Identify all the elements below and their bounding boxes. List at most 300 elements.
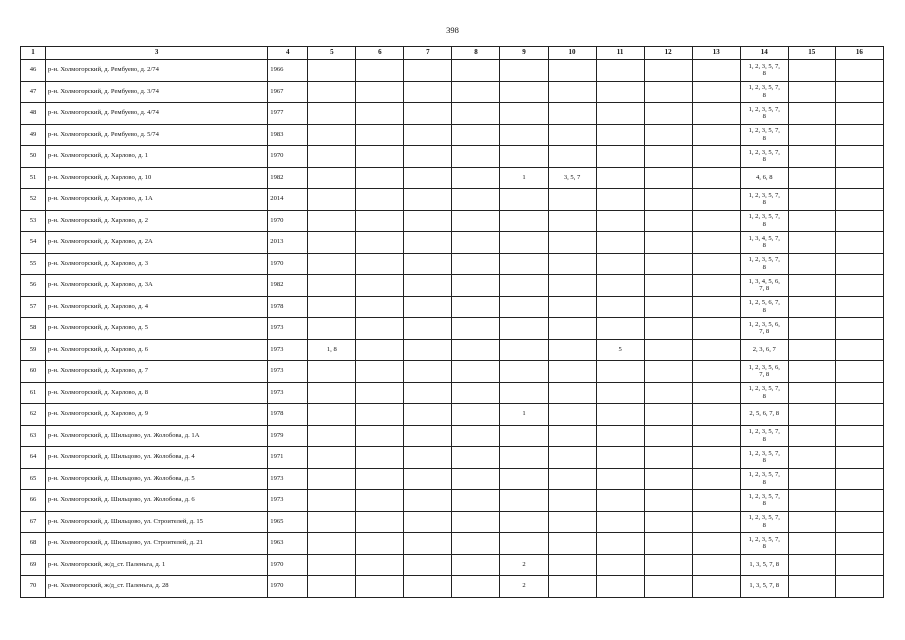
col14-cell: 4, 6, 8 [740, 167, 788, 189]
col16-cell [835, 318, 883, 340]
col16-cell [835, 167, 883, 189]
col13-cell [692, 103, 740, 125]
column-header: 11 [596, 47, 644, 60]
col5-cell [308, 210, 356, 232]
col14-cell: 1, 2, 3, 5, 7, 8 [740, 60, 788, 82]
col5-cell [308, 232, 356, 254]
address-cell: р-н. Холмогорский, д. Харлово, д. 2А [46, 232, 268, 254]
col7-cell [404, 253, 452, 275]
col6-cell [356, 404, 404, 426]
col11-cell [596, 232, 644, 254]
col8-cell [452, 210, 500, 232]
col10-cell [548, 404, 596, 426]
col14-cell: 1, 2, 5, 6, 7, 8 [740, 296, 788, 318]
col7-cell [404, 189, 452, 211]
col12-cell [644, 167, 692, 189]
col12-cell [644, 533, 692, 555]
col13-cell [692, 576, 740, 598]
row-number-cell: 60 [21, 361, 46, 383]
col7-cell [404, 296, 452, 318]
col13-cell [692, 275, 740, 297]
col9-cell: 2 [500, 554, 548, 576]
col8-cell [452, 382, 500, 404]
col16-cell [835, 425, 883, 447]
col10-cell [548, 318, 596, 340]
col8-cell [452, 81, 500, 103]
col14-cell: 2, 5, 6, 7, 8 [740, 404, 788, 426]
row-number-cell: 53 [21, 210, 46, 232]
col16-cell [835, 146, 883, 168]
col8-cell [452, 576, 500, 598]
table-row [21, 576, 884, 598]
col13-cell [692, 210, 740, 232]
col15-cell [788, 146, 835, 168]
col14-cell: 1, 2, 3, 5, 7, 8 [740, 490, 788, 512]
col14-cell: 1, 2, 3, 5, 6, 7, 8 [740, 318, 788, 340]
col6-cell [356, 103, 404, 125]
page-number: 398 [446, 25, 459, 35]
address-cell: р-н. Холмогорский, д. Харлово, д. 6 [46, 339, 268, 361]
col6-cell [356, 533, 404, 555]
col12-cell [644, 404, 692, 426]
year-cell: 1963 [268, 533, 308, 555]
address-cell: р-н. Холмогорский, д. Харлово, д. 3А [46, 275, 268, 297]
col5-cell [308, 60, 356, 82]
col14-cell: 1, 3, 4, 5, 7, 8 [740, 232, 788, 254]
table-row [21, 60, 884, 82]
col5-cell [308, 275, 356, 297]
col14-cell: 1, 2, 3, 5, 7, 8 [740, 81, 788, 103]
col5-cell [308, 468, 356, 490]
address-cell: р-н. Холмогорский, д. Харлово, д. 7 [46, 361, 268, 383]
year-cell: 1967 [268, 81, 308, 103]
col12-cell [644, 554, 692, 576]
col11-cell [596, 146, 644, 168]
address-cell: р-н. Холмогорский, д. Харлово, д. 1 [46, 146, 268, 168]
col16-cell [835, 511, 883, 533]
col7-cell [404, 232, 452, 254]
year-cell: 1970 [268, 554, 308, 576]
col15-cell [788, 576, 835, 598]
row-number-cell: 48 [21, 103, 46, 125]
column-header: 6 [356, 47, 404, 60]
col7-cell [404, 490, 452, 512]
col16-cell [835, 339, 883, 361]
year-cell: 1977 [268, 103, 308, 125]
col5-cell [308, 81, 356, 103]
col8-cell [452, 124, 500, 146]
col14-cell: 1, 2, 3, 5, 7, 8 [740, 124, 788, 146]
row-number-cell: 49 [21, 124, 46, 146]
col15-cell [788, 318, 835, 340]
col8-cell [452, 103, 500, 125]
col5-cell [308, 511, 356, 533]
col5-cell [308, 189, 356, 211]
col5-cell [308, 361, 356, 383]
col13-cell [692, 124, 740, 146]
col15-cell [788, 103, 835, 125]
col14-cell: 1, 2, 3, 5, 6, 7, 8 [740, 361, 788, 383]
col6-cell [356, 60, 404, 82]
col12-cell [644, 60, 692, 82]
col9-cell [500, 511, 548, 533]
col11-cell: 5 [596, 339, 644, 361]
col15-cell [788, 468, 835, 490]
col14-cell: 1, 2, 3, 5, 7, 8 [740, 189, 788, 211]
table-row [21, 533, 884, 555]
col9-cell [500, 275, 548, 297]
col14-cell: 1, 3, 5, 7, 8 [740, 554, 788, 576]
col6-cell [356, 296, 404, 318]
table-row [21, 425, 884, 447]
col14-cell: 2, 3, 6, 7 [740, 339, 788, 361]
col7-cell [404, 533, 452, 555]
col11-cell [596, 468, 644, 490]
col14-cell: 1, 3, 4, 5, 6, 7, 8 [740, 275, 788, 297]
col15-cell [788, 404, 835, 426]
col8-cell [452, 232, 500, 254]
year-cell: 1973 [268, 382, 308, 404]
col7-cell [404, 318, 452, 340]
table-row [21, 189, 884, 211]
address-cell: р-н. Холмогорский, д. Рембуево, д. 3/74 [46, 81, 268, 103]
col11-cell [596, 425, 644, 447]
col15-cell [788, 490, 835, 512]
col7-cell [404, 554, 452, 576]
col16-cell [835, 81, 883, 103]
col14-cell: 1, 2, 3, 5, 7, 8 [740, 103, 788, 125]
col5-cell [308, 296, 356, 318]
col6-cell [356, 447, 404, 469]
col6-cell [356, 382, 404, 404]
col8-cell [452, 468, 500, 490]
col10-cell [548, 468, 596, 490]
col13-cell [692, 490, 740, 512]
col14-cell: 1, 2, 3, 5, 7, 8 [740, 382, 788, 404]
col5-cell [308, 490, 356, 512]
col8-cell [452, 253, 500, 275]
col9-cell [500, 468, 548, 490]
row-number-cell: 46 [21, 60, 46, 82]
col12-cell [644, 361, 692, 383]
year-cell: 1983 [268, 124, 308, 146]
col15-cell [788, 511, 835, 533]
col15-cell [788, 296, 835, 318]
col7-cell [404, 60, 452, 82]
col11-cell [596, 318, 644, 340]
col6-cell [356, 81, 404, 103]
table-row [21, 103, 884, 125]
col12-cell [644, 425, 692, 447]
col8-cell [452, 318, 500, 340]
col9-cell [500, 339, 548, 361]
column-header: 12 [644, 47, 692, 60]
col7-cell [404, 404, 452, 426]
col8-cell [452, 361, 500, 383]
col16-cell [835, 210, 883, 232]
col12-cell [644, 382, 692, 404]
col14-cell: 1, 3, 5, 7, 8 [740, 576, 788, 598]
col16-cell [835, 576, 883, 598]
col10-cell: 3, 5, 7 [548, 167, 596, 189]
col11-cell [596, 189, 644, 211]
col5-cell [308, 124, 356, 146]
col11-cell [596, 533, 644, 555]
col7-cell [404, 447, 452, 469]
table-row [21, 382, 884, 404]
col14-cell: 1, 2, 3, 5, 7, 8 [740, 253, 788, 275]
row-number-cell: 66 [21, 490, 46, 512]
year-cell: 2013 [268, 232, 308, 254]
col8-cell [452, 425, 500, 447]
col13-cell [692, 60, 740, 82]
col13-cell [692, 232, 740, 254]
col11-cell [596, 404, 644, 426]
col5-cell [308, 554, 356, 576]
address-cell: р-н. Холмогорский, д. Шильцово, ул. Жолобова, д. 4 [46, 447, 268, 469]
col16-cell [835, 232, 883, 254]
col9-cell [500, 103, 548, 125]
col11-cell [596, 81, 644, 103]
col9-cell [500, 318, 548, 340]
table-row [21, 339, 884, 361]
col13-cell [692, 468, 740, 490]
col10-cell [548, 382, 596, 404]
col12-cell [644, 232, 692, 254]
table-row [21, 146, 884, 168]
col11-cell [596, 554, 644, 576]
col15-cell [788, 425, 835, 447]
table-row [21, 253, 884, 275]
col12-cell [644, 189, 692, 211]
col13-cell [692, 146, 740, 168]
col12-cell [644, 210, 692, 232]
col7-cell [404, 468, 452, 490]
col15-cell [788, 275, 835, 297]
table-row [21, 318, 884, 340]
col11-cell [596, 382, 644, 404]
col11-cell [596, 167, 644, 189]
col9-cell [500, 253, 548, 275]
table-row [21, 490, 884, 512]
year-cell: 1979 [268, 425, 308, 447]
row-number-cell: 69 [21, 554, 46, 576]
col10-cell [548, 339, 596, 361]
row-number-cell: 61 [21, 382, 46, 404]
column-header: 9 [500, 47, 548, 60]
col10-cell [548, 103, 596, 125]
row-number-cell: 59 [21, 339, 46, 361]
year-cell: 1982 [268, 275, 308, 297]
col12-cell [644, 275, 692, 297]
col10-cell [548, 533, 596, 555]
year-cell: 1971 [268, 447, 308, 469]
row-number-cell: 63 [21, 425, 46, 447]
col7-cell [404, 425, 452, 447]
row-number-cell: 55 [21, 253, 46, 275]
col10-cell [548, 146, 596, 168]
address-cell: р-н. Холмогорский, д. Харлово, д. 4 [46, 296, 268, 318]
col13-cell [692, 533, 740, 555]
row-number-cell: 50 [21, 146, 46, 168]
column-header: 14 [740, 47, 788, 60]
col10-cell [548, 81, 596, 103]
col5-cell [308, 533, 356, 555]
col14-cell: 1, 2, 3, 5, 7, 8 [740, 146, 788, 168]
table-row [21, 404, 884, 426]
col8-cell [452, 404, 500, 426]
col11-cell [596, 490, 644, 512]
col11-cell [596, 124, 644, 146]
table-row [21, 167, 884, 189]
col15-cell [788, 124, 835, 146]
col11-cell [596, 103, 644, 125]
address-cell: р-н. Холмогорский, д. Шильцово, ул. Жолобова, д. 5 [46, 468, 268, 490]
col11-cell [596, 275, 644, 297]
col12-cell [644, 103, 692, 125]
row-number-cell: 65 [21, 468, 46, 490]
table-row [21, 275, 884, 297]
col9-cell [500, 81, 548, 103]
col9-cell [500, 382, 548, 404]
col8-cell [452, 490, 500, 512]
year-cell: 2014 [268, 189, 308, 211]
col9-cell [500, 189, 548, 211]
address-cell: р-н. Холмогорский, д. Харлово, д. 9 [46, 404, 268, 426]
col9-cell [500, 533, 548, 555]
col5-cell [308, 404, 356, 426]
col12-cell [644, 124, 692, 146]
col12-cell [644, 468, 692, 490]
col6-cell [356, 425, 404, 447]
col16-cell [835, 361, 883, 383]
col10-cell [548, 511, 596, 533]
col15-cell [788, 533, 835, 555]
col12-cell [644, 81, 692, 103]
col13-cell [692, 511, 740, 533]
col11-cell [596, 210, 644, 232]
col10-cell [548, 60, 596, 82]
col6-cell [356, 275, 404, 297]
table-row [21, 447, 884, 469]
col10-cell [548, 490, 596, 512]
address-cell: р-н. Холмогорский, д. Рембуево, д. 4/74 [46, 103, 268, 125]
col14-cell: 1, 2, 3, 5, 7, 8 [740, 210, 788, 232]
col5-cell [308, 103, 356, 125]
address-cell: р-н. Холмогорский, д. Харлово, д. 10 [46, 167, 268, 189]
col8-cell [452, 533, 500, 555]
col15-cell [788, 189, 835, 211]
address-cell: р-н. Холмогорский, д. Шильцово, ул. Строителей, д. 15 [46, 511, 268, 533]
col6-cell [356, 576, 404, 598]
col6-cell [356, 318, 404, 340]
col11-cell [596, 447, 644, 469]
col11-cell [596, 361, 644, 383]
column-header: 4 [268, 47, 308, 60]
col6-cell [356, 210, 404, 232]
col16-cell [835, 382, 883, 404]
col8-cell [452, 167, 500, 189]
col9-cell [500, 447, 548, 469]
col5-cell [308, 146, 356, 168]
housing-register-table [20, 46, 884, 598]
col13-cell [692, 189, 740, 211]
table-body [21, 60, 884, 598]
table-row [21, 296, 884, 318]
col12-cell [644, 318, 692, 340]
col15-cell [788, 210, 835, 232]
table-row [21, 232, 884, 254]
col9-cell [500, 361, 548, 383]
year-cell: 1970 [268, 576, 308, 598]
address-cell: р-н. Холмогорский, д. Харлово, д. 1А [46, 189, 268, 211]
address-cell: р-н. Холмогорский, д. Шильцово, ул. Жолобова, д. 1А [46, 425, 268, 447]
row-number-cell: 51 [21, 167, 46, 189]
col7-cell [404, 511, 452, 533]
col6-cell [356, 468, 404, 490]
col16-cell [835, 275, 883, 297]
col7-cell [404, 361, 452, 383]
year-cell: 1973 [268, 468, 308, 490]
col12-cell [644, 339, 692, 361]
row-number-cell: 54 [21, 232, 46, 254]
col13-cell [692, 447, 740, 469]
address-cell: р-н. Холмогорский, д. Харлово, д. 8 [46, 382, 268, 404]
column-header: 8 [452, 47, 500, 60]
col9-cell: 1 [500, 167, 548, 189]
col15-cell [788, 554, 835, 576]
col13-cell [692, 361, 740, 383]
row-number-cell: 68 [21, 533, 46, 555]
table-row [21, 81, 884, 103]
col15-cell [788, 361, 835, 383]
col13-cell [692, 382, 740, 404]
col8-cell [452, 189, 500, 211]
col5-cell [308, 253, 356, 275]
col9-cell [500, 296, 548, 318]
year-cell: 1982 [268, 167, 308, 189]
col16-cell [835, 554, 883, 576]
row-number-cell: 56 [21, 275, 46, 297]
col10-cell [548, 425, 596, 447]
col5-cell [308, 382, 356, 404]
column-header: 5 [308, 47, 356, 60]
col14-cell: 1, 2, 3, 5, 7, 8 [740, 425, 788, 447]
col8-cell [452, 511, 500, 533]
col7-cell [404, 210, 452, 232]
row-number-cell: 70 [21, 576, 46, 598]
address-cell: р-н. Холмогорский, д. Шильцово, ул. Жолобова, д. 6 [46, 490, 268, 512]
col12-cell [644, 146, 692, 168]
row-number-cell: 57 [21, 296, 46, 318]
col13-cell [692, 167, 740, 189]
year-cell: 1973 [268, 339, 308, 361]
address-cell: р-н. Холмогорский, ж/д_ст. Паленьга, д. 28 [46, 576, 268, 598]
table-row [21, 124, 884, 146]
col15-cell [788, 447, 835, 469]
col12-cell [644, 296, 692, 318]
col8-cell [452, 339, 500, 361]
col14-cell: 1, 2, 3, 5, 7, 8 [740, 533, 788, 555]
col16-cell [835, 447, 883, 469]
year-cell: 1973 [268, 361, 308, 383]
row-number-cell: 64 [21, 447, 46, 469]
col9-cell: 1 [500, 404, 548, 426]
col16-cell [835, 533, 883, 555]
year-cell: 1970 [268, 210, 308, 232]
col15-cell [788, 232, 835, 254]
col12-cell [644, 511, 692, 533]
